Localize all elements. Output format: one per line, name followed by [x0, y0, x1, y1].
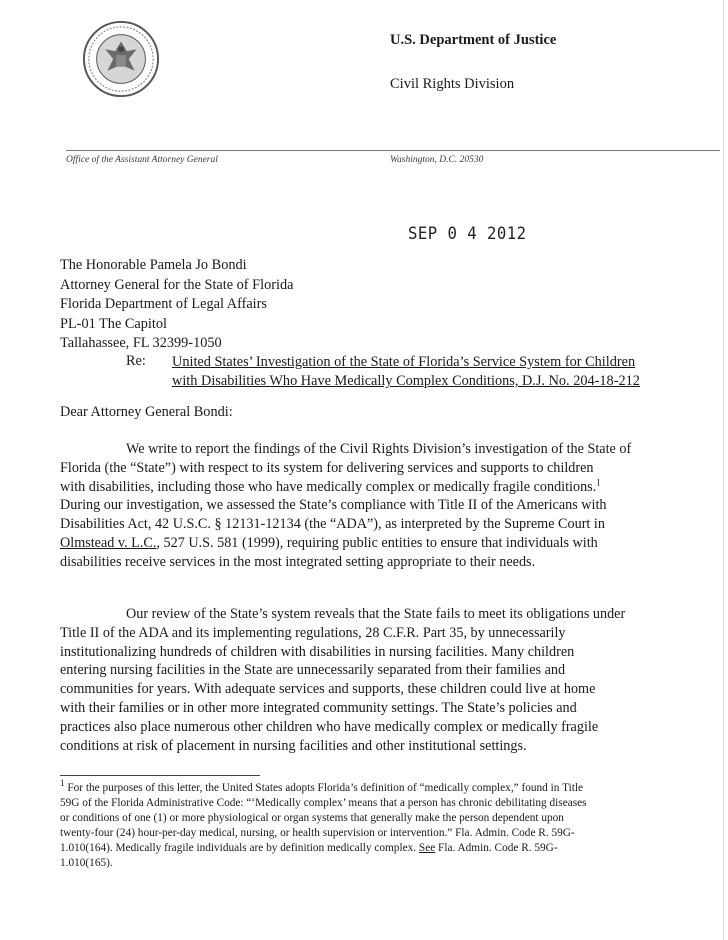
salutation: Dear Attorney General Bondi: [60, 404, 233, 420]
recipient-line: PL-01 The Capitol [60, 315, 167, 332]
scan-edge [723, 0, 724, 940]
footnote-line: 59G of the Florida Administrative Code: “‘Medically complex’ means that a person has chronic debilitating diseases [60, 797, 587, 809]
body-paragraph-1 [60, 440, 670, 572]
paragraph-line: Disabilities Act, 42 U.S.C. § 12131-12134 (the “ADA”), as interpreted by the Supreme Court in [60, 516, 605, 533]
footnote-marker: 1 [60, 778, 65, 789]
paragraph-text: , 527 U.S. 581 (1999), requiring public entities to ensure that individuals with [156, 534, 598, 551]
subject-line [172, 353, 640, 391]
paragraph-line: institutionalizing hundreds of children with disabilities in nursing facilities. Many children [60, 643, 575, 660]
footnote-ref[interactable]: 1 [596, 476, 601, 487]
subject-line-2: with Disabilities Who Have Medically Complex Conditions, D.J. No. 204-18-212 [172, 373, 640, 389]
body-paragraph-2 [60, 605, 670, 755]
subject-line-1: United States’ Investigation of the State of Florida’s Service System for Children [172, 354, 636, 370]
footnote-line: twenty-four (24) hour-per-day medical, nursing, or health supervision or intervention.” Fla. Admin. Code R. 59G- [60, 827, 575, 839]
paragraph-text: with disabilities, including those who have medically complex or medically fragile conditions. [60, 478, 597, 495]
office-address: Washington, D.C. 20530 [390, 155, 484, 165]
paragraph-line: We write to report the findings of the Civil Rights Division’s investigation of the State of [126, 441, 632, 457]
division-name: Civil Rights Division [390, 76, 515, 92]
date-stamp: SEP 0 4 2012 [408, 224, 527, 244]
paragraph-line: Our review of the State’s system reveals that the State fails to meet its obligations under [126, 606, 626, 622]
footnote-line [60, 841, 587, 856]
recipient-line: Tallahassee, FL 32399-1050 [60, 335, 222, 351]
recipient-line: Attorney General for the State of Florida [60, 276, 294, 293]
footnote-line: or conditions of one (1) or more physiological or organ systems that generally make the person dependent upon [60, 812, 564, 824]
recipient-address [60, 256, 293, 354]
paragraph-line [60, 478, 670, 497]
subject-label: Re: [126, 353, 146, 369]
recipient-line: The Honorable Pamela Jo Bondi [60, 257, 247, 273]
agency-name: U.S. Department of Justice [390, 32, 557, 48]
footnote-line: 1.010(165). [60, 857, 113, 869]
footnote-text: Fla. Admin. Code R. 59G- [435, 842, 558, 854]
paragraph-line: communities for years. With adequate services and supports, these children could live at home [60, 681, 596, 698]
case-citation: Olmstead v. L.C. [60, 534, 157, 551]
paragraph-line [60, 534, 670, 553]
footnote-divider [60, 775, 260, 776]
footnote-text: For the purposes of this letter, the United States adopts Florida’s definition of “medically complex,” found in Title [64, 782, 583, 794]
header-divider [66, 150, 720, 151]
footnote-line [60, 778, 587, 796]
footnote-text: 1.010(164). Medically fragile individuals are by definition medically complex. [60, 842, 419, 854]
paragraph-line: conditions at risk of placement in nursing facilities and other institutional settings. [60, 737, 527, 754]
paragraph-line: practices also place numerous other children who have medically complex or medically fragile [60, 718, 599, 735]
paragraph-line: Title II of the ADA and its implementing regulations, 28 C.F.R. Part 35, by unnecessarily [60, 624, 566, 641]
paragraph-line: disabilities receive services in the most integrated setting appropriate to their needs. [60, 553, 536, 570]
office-name: Office of the Assistant Attorney General [66, 155, 218, 165]
paragraph-line: During our investigation, we assessed the State’s compliance with Title II of the Americans with [60, 497, 607, 514]
paragraph-line: with their families or in other more integrated community settings. The State’s policies and [60, 699, 577, 716]
recipient-line: Florida Department of Legal Affairs [60, 296, 267, 312]
see-signal: See [418, 842, 436, 854]
footnote [60, 778, 587, 871]
paragraph-line: Florida (the “State”) with respect to its system for delivering services and supports to children [60, 459, 594, 476]
doj-seal-icon [82, 20, 160, 98]
paragraph-line: entering nursing facilities in the State are unnecessarily separated from their families and [60, 662, 566, 679]
